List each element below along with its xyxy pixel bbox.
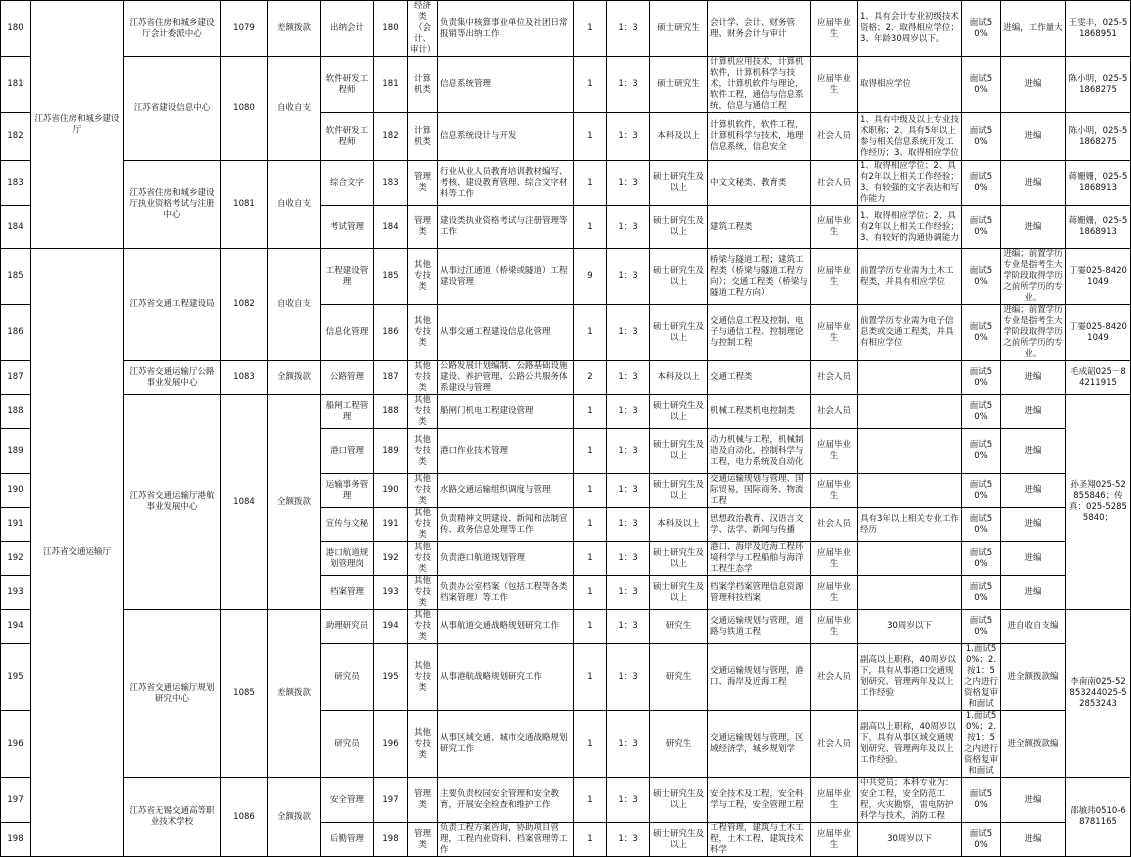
remarks-cell: 进编 xyxy=(1001,576,1066,610)
job-description-cell: 信息系统设计与开发 xyxy=(438,113,574,161)
remarks-cell: 进编；前置学历专业是指考生大学阶段取得学历之前所学历的专业。 xyxy=(1001,249,1066,305)
category-cell: 其他专技类 xyxy=(408,249,438,305)
education-cell: 本科及以上 xyxy=(650,113,708,161)
category-cell: 其他专技类 xyxy=(408,711,438,778)
job-description-cell: 负责精神文明建设、新闻和法制宣传、政务信息处理等工作 xyxy=(438,508,574,542)
headcount-cell: 1 xyxy=(574,542,607,576)
requirements-cell: 副高以上职称，40周岁以下，具有从事港口交通规划研究、管理两年及以上工作经验 xyxy=(858,644,962,711)
remarks-cell: 进编；前置学历专业是指考生大学阶段取得学历之前所学历的专业。 xyxy=(1001,305,1066,361)
position-name-cell: 出纳会计 xyxy=(321,1,374,57)
job-description-cell: 负责集中核算事业单位及社团日常报销等出纳工作 xyxy=(438,1,574,57)
row-number: 189 xyxy=(1,429,31,474)
major-cell: 机械工程类机电控制类 xyxy=(708,395,811,429)
job-description-cell: 信息系统管理 xyxy=(438,57,574,113)
contact-cell: 陈小明，025-51868275 xyxy=(1066,57,1131,113)
category-cell: 其他专技类 xyxy=(408,361,438,395)
job-description-cell: 负责工程方案咨询，协助项目管理，工程内业资料、档案管理等工作 xyxy=(438,823,574,857)
position-name-cell: 宣传与文秘 xyxy=(321,508,374,542)
major-cell: 动力机械与工程，机械制造及自动化，控制科学与工程，电力系统及自动化 xyxy=(708,429,811,474)
job-description-cell: 负责办公室档案（包括工程等各类档案管理）等工作 xyxy=(438,576,574,610)
requirements-cell: 30周岁以下 xyxy=(858,610,962,644)
job-description-cell: 从事区域交通、城市交通战略规划研究工作 xyxy=(438,711,574,778)
position-name-cell: 档案管理 xyxy=(321,576,374,610)
education-cell: 硕士研究生及以上 xyxy=(650,305,708,361)
unit-name-cell: 江苏省无锡交通高等职业技术学校 xyxy=(124,778,221,857)
major-cell: 安全技术及工程，安全科学与工程，安全管理工程 xyxy=(708,778,811,823)
ratio-cell: 1：3 xyxy=(607,249,650,305)
remarks-cell: 进编 xyxy=(1001,778,1066,823)
education-cell: 硕士研究生 xyxy=(650,1,708,57)
category-cell: 管理类 xyxy=(408,778,438,823)
remarks-cell: 进编 xyxy=(1001,474,1066,508)
row-number: 191 xyxy=(1,508,31,542)
headcount-cell: 9 xyxy=(574,249,607,305)
remarks-cell: 进编 xyxy=(1001,429,1066,474)
ratio-cell: 1：3 xyxy=(607,57,650,113)
major-cell: 计算机软件，软件工程，计算机科学与技术，地理信息系统，信息安全 xyxy=(708,113,811,161)
requirements-cell: 具有3年以上相关专业工作经历 xyxy=(858,508,962,542)
remarks-cell: 进编 xyxy=(1001,542,1066,576)
position-code-cell: 191 xyxy=(374,508,408,542)
ratio-cell: 1：3 xyxy=(607,644,650,711)
headcount-cell: 1 xyxy=(574,711,607,778)
category-cell: 其他专技类 xyxy=(408,395,438,429)
table-row xyxy=(1,1,1131,57)
candidate-type-cell: 应届毕业生 xyxy=(811,542,858,576)
major-cell: 会计学、会计、财务管理、财务会计与审计 xyxy=(708,1,811,57)
ratio-cell: 1：3 xyxy=(607,542,650,576)
contact-cell: 李南南025-52853244025-52853243 xyxy=(1066,610,1131,778)
education-cell: 本科及以上 xyxy=(650,361,708,395)
unit-name-cell: 江苏省住房和城乡建设厅会计委派中心 xyxy=(124,1,221,57)
row-number: 187 xyxy=(1,361,31,395)
remarks-cell: 进自收自支编 xyxy=(1001,610,1066,644)
remarks-cell: 进全额拨款编 xyxy=(1001,711,1066,778)
exam-ratio-cell: 面试50% xyxy=(962,249,1001,305)
remarks-cell: 进编 xyxy=(1001,206,1066,249)
major-cell: 交通运输规划与管理，区域经济学，城乡规划学 xyxy=(708,711,811,778)
requirements-cell xyxy=(858,395,962,429)
candidate-type-cell: 应届毕业生 xyxy=(811,57,858,113)
unit-code-cell: 1079 xyxy=(221,1,268,57)
position-name-cell: 港口管理 xyxy=(321,429,374,474)
contact-cell: 陈小明，025-51868275 xyxy=(1066,113,1131,161)
requirements-cell xyxy=(858,542,962,576)
position-name-cell: 考试管理 xyxy=(321,206,374,249)
education-cell: 硕士研究生及以上 xyxy=(650,474,708,508)
funding-type-cell: 自收自支 xyxy=(268,249,321,361)
job-description-cell: 负责港口航道规划管理 xyxy=(438,542,574,576)
row-number: 193 xyxy=(1,576,31,610)
exam-ratio-cell: 面试50% xyxy=(962,508,1001,542)
funding-type-cell: 全额拨款 xyxy=(268,778,321,857)
major-cell: 交通运输规划与管理，道路与铁道工程 xyxy=(708,610,811,644)
candidate-type-cell: 应届毕业生 xyxy=(811,610,858,644)
major-cell: 交通运输规划与管理、国际贸易，国际商务、物流工程 xyxy=(708,474,811,508)
row-number: 190 xyxy=(1,474,31,508)
job-description-cell: 港口作业技术管理 xyxy=(438,429,574,474)
row-number: 195 xyxy=(1,644,31,711)
major-cell: 中文文秘类、教育类 xyxy=(708,161,811,206)
education-cell: 硕士研究生 xyxy=(650,57,708,113)
candidate-type-cell: 应届毕业生 xyxy=(811,305,858,361)
major-cell: 思想政治教育、汉语言文学、法学、新闻与传播 xyxy=(708,508,811,542)
requirements-cell xyxy=(858,576,962,610)
row-number: 180 xyxy=(1,1,31,57)
requirements-cell xyxy=(858,361,962,395)
major-cell: 工程管理，建筑与土木工程，土木工程，建筑技术科学 xyxy=(708,823,811,857)
category-cell: 计算机类 xyxy=(408,57,438,113)
position-code-cell: 192 xyxy=(374,542,408,576)
headcount-cell: 1 xyxy=(574,206,607,249)
candidate-type-cell: 应届毕业生 xyxy=(811,474,858,508)
ratio-cell: 1：3 xyxy=(607,361,650,395)
headcount-cell: 2 xyxy=(574,361,607,395)
ratio-cell: 1：3 xyxy=(607,429,650,474)
job-description-cell: 行业从业人员教育培训教材编写、考核、建设教育管理、综合文字材料等工作 xyxy=(438,161,574,206)
exam-ratio-cell: 面试50% xyxy=(962,361,1001,395)
candidate-type-cell: 应届毕业生 xyxy=(811,778,858,823)
candidate-type-cell: 社会人员 xyxy=(811,361,858,395)
education-cell: 硕士研究生及以上 xyxy=(650,542,708,576)
remarks-cell: 进编 xyxy=(1001,57,1066,113)
candidate-type-cell: 社会人员 xyxy=(811,113,858,161)
position-name-cell: 安全管理 xyxy=(321,778,374,823)
exam-ratio-cell: 面试50% xyxy=(962,395,1001,429)
category-cell: 其他专技类 xyxy=(408,508,438,542)
unit-code-cell: 1080 xyxy=(221,57,268,161)
position-name-cell: 助理研究员 xyxy=(321,610,374,644)
funding-type-cell: 自收自支 xyxy=(268,161,321,249)
candidate-type-cell: 应届毕业生 xyxy=(811,823,858,857)
position-code-cell: 194 xyxy=(374,610,408,644)
ratio-cell: 1：3 xyxy=(607,113,650,161)
position-code-cell: 198 xyxy=(374,823,408,857)
headcount-cell: 1 xyxy=(574,644,607,711)
ratio-cell: 1：3 xyxy=(607,576,650,610)
education-cell: 硕士研究生及以上 xyxy=(650,823,708,857)
table-row xyxy=(1,57,1131,113)
position-code-cell: 181 xyxy=(374,57,408,113)
category-cell: 其他专技类 xyxy=(408,610,438,644)
requirements-cell: 30周岁以下 xyxy=(858,823,962,857)
education-cell: 研究生 xyxy=(650,711,708,778)
requirements-cell: 中共党员；本科专业为：安全工程，安全防范工程，火灾勘察，雷电防护科学与技术，消防工程 xyxy=(858,778,962,823)
education-cell: 研究生 xyxy=(650,644,708,711)
remarks-cell: 进编 xyxy=(1001,361,1066,395)
exam-ratio-cell: 面试50% xyxy=(962,1,1001,57)
requirements-cell: 前置学历专业需为电子信息类或交通工程类，并具有相应学位 xyxy=(858,305,962,361)
position-name-cell: 港口航道规划管理岗 xyxy=(321,542,374,576)
major-cell: 交通信息工程及控制、电子与通信工程、控制理论与控制工程 xyxy=(708,305,811,361)
ratio-cell: 1：3 xyxy=(607,395,650,429)
headcount-cell: 1 xyxy=(574,305,607,361)
education-cell: 研究生 xyxy=(650,610,708,644)
ratio-cell: 1：3 xyxy=(607,161,650,206)
position-code-cell: 184 xyxy=(374,206,408,249)
department-cell: 江苏省住房和城乡建设厅 xyxy=(31,1,124,249)
contact-cell: 孙圣翔025-52855846；传真：025-52855840； xyxy=(1066,395,1131,610)
row-number: 197 xyxy=(1,778,31,823)
row-number: 196 xyxy=(1,711,31,778)
funding-type-cell: 差额拨款 xyxy=(268,610,321,778)
category-cell: 管理类 xyxy=(408,823,438,857)
major-cell: 档案学档案管理信息资源管理科技档案 xyxy=(708,576,811,610)
position-name-cell: 研究员 xyxy=(321,711,374,778)
unit-name-cell: 江苏省交通工程建设局 xyxy=(124,249,221,361)
headcount-cell: 1 xyxy=(574,778,607,823)
funding-type-cell: 自收自支 xyxy=(268,57,321,161)
education-cell: 硕士研究生及以上 xyxy=(650,249,708,305)
ratio-cell: 1：3 xyxy=(607,610,650,644)
category-cell: 其他专技类 xyxy=(408,474,438,508)
major-cell: 交通工程类 xyxy=(708,361,811,395)
row-number: 185 xyxy=(1,249,31,305)
major-cell: 计算机应用技术，计算机软件，计算机科学与技术，计算机软件与理论，软件工程，通信与信息系统，信息与通信工程 xyxy=(708,57,811,113)
remarks-cell: 进编 xyxy=(1001,161,1066,206)
unit-code-cell: 1083 xyxy=(221,361,268,395)
ratio-cell: 1：3 xyxy=(607,305,650,361)
ratio-cell: 1：3 xyxy=(607,1,650,57)
candidate-type-cell: 社会人员 xyxy=(811,508,858,542)
position-code-cell: 189 xyxy=(374,429,408,474)
requirements-cell: 副高以上职称，40周岁以下，具有从事区域交通规划研究、管理两年及以上工作经验。 xyxy=(858,711,962,778)
remarks-cell: 进编，工作量大 xyxy=(1001,1,1066,57)
exam-ratio-cell: 面试50% xyxy=(962,610,1001,644)
funding-type-cell: 全额拨款 xyxy=(268,361,321,395)
unit-name-cell: 江苏省交通运输厅港航事业发展中心 xyxy=(124,395,221,610)
requirements-cell: 1、具有会计专业初级技术资格；2、取得相应学位；3、年龄30周岁以下。 xyxy=(858,1,962,57)
ratio-cell: 1：3 xyxy=(607,508,650,542)
headcount-cell: 1 xyxy=(574,1,607,57)
position-code-cell: 196 xyxy=(374,711,408,778)
headcount-cell: 1 xyxy=(574,57,607,113)
exam-ratio-cell: 面试50% xyxy=(962,113,1001,161)
exam-ratio-cell: 面试50% xyxy=(962,474,1001,508)
position-name-cell: 综合文字 xyxy=(321,161,374,206)
position-code-cell: 197 xyxy=(374,778,408,823)
exam-ratio-cell: 面试50% xyxy=(962,305,1001,361)
unit-code-cell: 1086 xyxy=(221,778,268,857)
contact-cell: 蒋姗姗，025-51868913 xyxy=(1066,206,1131,249)
contact-cell: 王雯丰，025-51868951 xyxy=(1066,1,1131,57)
category-cell: 其他专技类 xyxy=(408,576,438,610)
exam-ratio-cell: 面试50% xyxy=(962,206,1001,249)
position-code-cell: 185 xyxy=(374,249,408,305)
row-number: 184 xyxy=(1,206,31,249)
major-cell: 桥梁与隧道工程；建筑工程类（桥梁与隧道工程方向）；交通工程类（桥梁与隧道工程方向） xyxy=(708,249,811,305)
education-cell: 硕士研究生及以上 xyxy=(650,206,708,249)
row-number: 192 xyxy=(1,542,31,576)
category-cell: 其他专技类 xyxy=(408,644,438,711)
headcount-cell: 1 xyxy=(574,395,607,429)
position-code-cell: 182 xyxy=(374,113,408,161)
job-description-cell: 主要负责校园安全管理和安全教育，开展安全检查和维护工作 xyxy=(438,778,574,823)
exam-ratio-cell: 面试50% xyxy=(962,823,1001,857)
position-code-cell: 190 xyxy=(374,474,408,508)
remarks-cell: 进编 xyxy=(1001,113,1066,161)
candidate-type-cell: 应届毕业生 xyxy=(811,1,858,57)
job-description-cell: 水路交通运输组织调度与管理 xyxy=(438,474,574,508)
category-cell: 其他专技类 xyxy=(408,305,438,361)
job-description-cell: 从事交通工程建设信息化管理 xyxy=(438,305,574,361)
education-cell: 硕士研究生及以上 xyxy=(650,161,708,206)
unit-name-cell: 江苏省住房和城乡建设厅执业资格考试与注册中心 xyxy=(124,161,221,249)
major-cell: 建筑工程类 xyxy=(708,206,811,249)
ratio-cell: 1：3 xyxy=(607,474,650,508)
remarks-cell: 进编 xyxy=(1001,823,1066,857)
requirements-cell xyxy=(858,474,962,508)
row-number: 186 xyxy=(1,305,31,361)
exam-ratio-cell: 1.面试50%；2.按1：5之内进行资格复审和面试 xyxy=(962,644,1001,711)
row-number: 198 xyxy=(1,823,31,857)
requirements-cell: 取得相应学位 xyxy=(858,57,962,113)
category-cell: 其他专技类 xyxy=(408,429,438,474)
position-code-cell: 180 xyxy=(374,1,408,57)
ratio-cell: 1：3 xyxy=(607,206,650,249)
exam-ratio-cell: 面试50% xyxy=(962,778,1001,823)
ratio-cell: 1：3 xyxy=(607,711,650,778)
education-cell: 硕士研究生及以上 xyxy=(650,429,708,474)
education-cell: 硕士研究生及以上 xyxy=(650,395,708,429)
requirements-cell: 1、取得相应学位；2、具有2年以上相关工作经验；3、有较好的沟通协调能力 xyxy=(858,206,962,249)
position-code-cell: 183 xyxy=(374,161,408,206)
requirements-cell: 前置学历专业需为土木工程类，并具有相应学位 xyxy=(858,249,962,305)
table-row xyxy=(1,610,1131,644)
candidate-type-cell: 社会人员 xyxy=(811,395,858,429)
contact-cell: 邵敏玮0510-68781165 xyxy=(1066,778,1131,857)
funding-type-cell: 全额拨款 xyxy=(268,395,321,610)
category-cell: 计算机类 xyxy=(408,113,438,161)
candidate-type-cell: 应届毕业生 xyxy=(811,206,858,249)
education-cell: 硕士研究生及以上 xyxy=(650,576,708,610)
unit-code-cell: 1084 xyxy=(221,395,268,610)
requirements-cell: 1、具有中级及以上专业技术职称；2、具有5年以上参与相关信息系统开发工作经历；3、取得相应学位 xyxy=(858,113,962,161)
education-cell: 硕士研究生及以上 xyxy=(650,778,708,823)
unit-code-cell: 1081 xyxy=(221,161,268,249)
job-description-cell: 从事航道交通战略规划研究工作 xyxy=(438,610,574,644)
row-number: 181 xyxy=(1,57,31,113)
job-description-cell: 从事过江通道（桥梁或隧道）工程建设管理 xyxy=(438,249,574,305)
contact-cell: 毛成韶025－84211915 xyxy=(1066,361,1131,395)
remarks-cell: 进编 xyxy=(1001,395,1066,429)
table-row xyxy=(1,778,1131,823)
position-name-cell: 公路管理 xyxy=(321,361,374,395)
row-number: 188 xyxy=(1,395,31,429)
unit-code-cell: 1082 xyxy=(221,249,268,361)
major-cell: 港口、海岸及近海工程环境科学与工程船舶与海洋工程生态学 xyxy=(708,542,811,576)
funding-type-cell: 差额拨款 xyxy=(268,1,321,57)
remarks-cell: 进全额拨款编 xyxy=(1001,644,1066,711)
table-row xyxy=(1,395,1131,429)
contact-cell: 丁霎025-84201049 xyxy=(1066,305,1131,361)
job-description-cell: 从事港航战略规划研究工作 xyxy=(438,644,574,711)
headcount-cell: 1 xyxy=(574,161,607,206)
headcount-cell: 1 xyxy=(574,474,607,508)
candidate-type-cell: 应届毕业生 xyxy=(811,249,858,305)
row-number: 194 xyxy=(1,610,31,644)
exam-ratio-cell: 1.面试50%；2.按1：5之内进行资格复审和面试 xyxy=(962,711,1001,778)
headcount-cell: 1 xyxy=(574,508,607,542)
job-description-cell: 公路发展计划编制、公路基础设施建设、养护管理、公路公共服务体系建设与管理 xyxy=(438,361,574,395)
position-name-cell: 船闸工程管理 xyxy=(321,395,374,429)
exam-ratio-cell: 面试50% xyxy=(962,542,1001,576)
candidate-type-cell: 社会人员 xyxy=(811,711,858,778)
department-cell: 江苏省交通运输厅 xyxy=(31,249,124,857)
contact-cell: 丁霎025-84201049 xyxy=(1066,249,1131,305)
headcount-cell: 1 xyxy=(574,113,607,161)
position-code-cell: 187 xyxy=(374,361,408,395)
unit-name-cell: 江苏省交通运输厅公路事业发展中心 xyxy=(124,361,221,395)
exam-ratio-cell: 面试50% xyxy=(962,161,1001,206)
category-cell: 其他专技类 xyxy=(408,542,438,576)
exam-ratio-cell: 面试50% xyxy=(962,57,1001,113)
position-name-cell: 运输事务管理 xyxy=(321,474,374,508)
headcount-cell: 1 xyxy=(574,429,607,474)
candidate-type-cell: 应届毕业生 xyxy=(811,429,858,474)
position-code-cell: 195 xyxy=(374,644,408,711)
table-row xyxy=(1,161,1131,206)
table-row xyxy=(1,361,1131,395)
candidate-type-cell: 社会人员 xyxy=(811,644,858,711)
requirements-cell xyxy=(858,429,962,474)
major-cell: 交通运输规划与管理，港口、海岸及近海工程 xyxy=(708,644,811,711)
job-description-cell: 船闸门机电工程建设管理 xyxy=(438,395,574,429)
candidate-type-cell: 应届毕业生 xyxy=(811,576,858,610)
position-name-cell: 研究员 xyxy=(321,644,374,711)
headcount-cell: 1 xyxy=(574,576,607,610)
exam-ratio-cell: 面试50% xyxy=(962,429,1001,474)
position-name-cell: 后勤管理 xyxy=(321,823,374,857)
exam-ratio-cell: 面试50% xyxy=(962,576,1001,610)
position-name-cell: 信息化管理 xyxy=(321,305,374,361)
ratio-cell: 1：3 xyxy=(607,778,650,823)
position-name-cell: 软件研发工程师 xyxy=(321,113,374,161)
requirements-cell: 1、取得相应学位；2、具有2年以上相关工作经验；3、有较强的文字表达和写作能力 xyxy=(858,161,962,206)
candidate-type-cell: 社会人员 xyxy=(811,161,858,206)
position-code-cell: 186 xyxy=(374,305,408,361)
category-cell: 经济类（会计、审计） xyxy=(408,1,438,57)
row-number: 182 xyxy=(1,113,31,161)
contact-cell: 蒋姗姗，025-51868913 xyxy=(1066,161,1131,206)
unit-name-cell: 江苏省交通运输厅规划研究中心 xyxy=(124,610,221,778)
position-code-cell: 193 xyxy=(374,576,408,610)
category-cell: 管理类 xyxy=(408,206,438,249)
position-name-cell: 软件研发工程师 xyxy=(321,57,374,113)
table-row xyxy=(1,249,1131,305)
position-code-cell: 188 xyxy=(374,395,408,429)
headcount-cell: 1 xyxy=(574,823,607,857)
education-cell: 本科及以上 xyxy=(650,508,708,542)
position-name-cell: 工程建设管理 xyxy=(321,249,374,305)
unit-name-cell: 江苏省建设信息中心 xyxy=(124,57,221,161)
job-description-cell: 建设类执业资格考试与注册管理等工作 xyxy=(438,206,574,249)
row-number: 183 xyxy=(1,161,31,206)
ratio-cell: 1：3 xyxy=(607,823,650,857)
category-cell: 管理类 xyxy=(408,161,438,206)
headcount-cell: 1 xyxy=(574,610,607,644)
unit-code-cell: 1085 xyxy=(221,610,268,778)
remarks-cell: 进编 xyxy=(1001,508,1066,542)
